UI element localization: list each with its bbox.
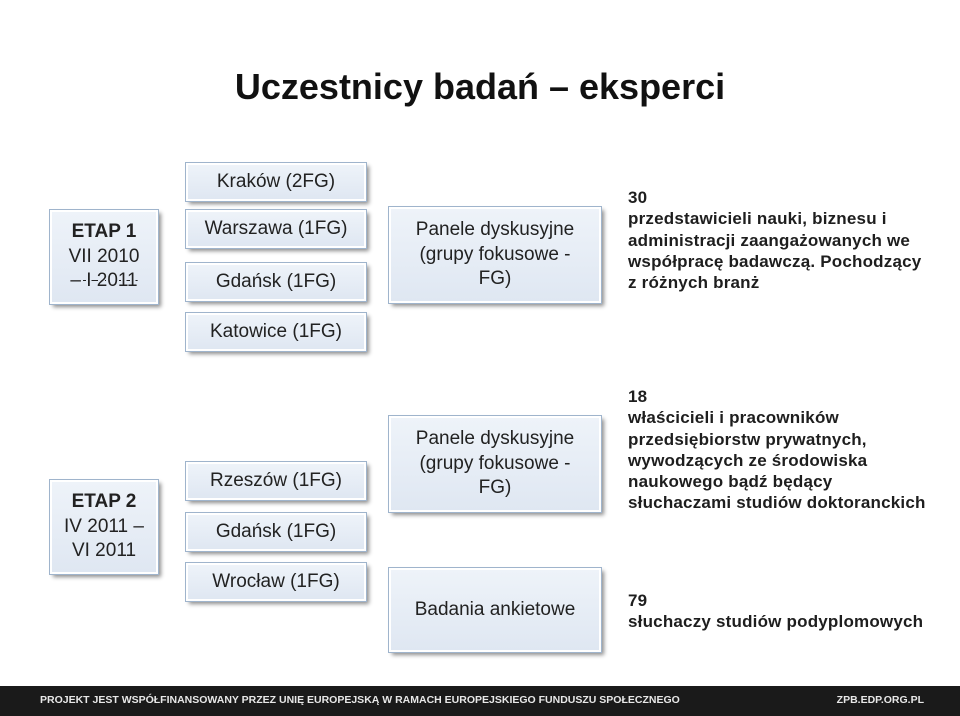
method-survey: Badania ankietowe <box>389 568 601 652</box>
description-2 <box>628 386 938 514</box>
city-krakow: Kraków (2FG) <box>186 163 366 201</box>
method-panel-1: Panele dyskusyjne (grupy fokusowe - FG) <box>389 207 601 303</box>
page-title: Uczestnicy badań – eksperci <box>234 66 726 107</box>
footer-funding-text: PROJEKT JEST WSPÓŁFINANSOWANY PRZEZ UNIĘ EUROPEJSKĄ W RAMACH EUROPEJSKIEGO FUNDUSZU SPOŁECZNEGO <box>40 694 680 706</box>
description-2-text: właścicieli i pracowników przedsiębiorstw prywatnych, wywodzących ze środowiska naukowego bądź będący słuchaczami studiów doktoranckich <box>628 408 926 513</box>
city-gdansk-2: Gdańsk (1FG) <box>186 513 366 551</box>
city-katowice: Katowice (1FG) <box>186 313 366 351</box>
description-3-text: słuchaczy studiów podyplomowych <box>628 612 924 632</box>
footer-bar <box>0 686 960 716</box>
description-1-text: przedstawicieli nauki, biznesu i administracji zaangażowanych we współpracę badawczą. Pochodzący z różnych branż <box>628 209 922 292</box>
stage-1-name: ETAP 1 <box>71 220 137 242</box>
stage-1-box <box>50 210 158 304</box>
city-rzeszow: Rzeszów (1FG) <box>186 462 366 500</box>
description-1 <box>628 187 928 293</box>
footer-website: ZPB.EDP.ORG.PL <box>836 694 924 706</box>
stage-2-end: VI 2011 <box>71 540 137 562</box>
description-3 <box>628 590 938 633</box>
method-panel-2: Panele dyskusyjne (grupy fokusowe - FG) <box>389 416 601 512</box>
stage-2-start: IV 2011 – <box>64 515 144 537</box>
description-1-count: 30 <box>628 188 648 207</box>
city-gdansk-1: Gdańsk (1FG) <box>186 263 366 301</box>
stage-1-start: VII 2010 <box>68 245 140 267</box>
stage-2-name: ETAP 2 <box>71 490 137 512</box>
description-3-count: 79 <box>628 591 648 610</box>
stage-2-box <box>50 480 158 574</box>
description-2-count: 18 <box>628 387 648 406</box>
stage-1-end: – I 2011 <box>70 270 138 292</box>
city-wroclaw: Wrocław (1FG) <box>186 563 366 601</box>
city-warszawa: Warszawa (1FG) <box>186 210 366 248</box>
